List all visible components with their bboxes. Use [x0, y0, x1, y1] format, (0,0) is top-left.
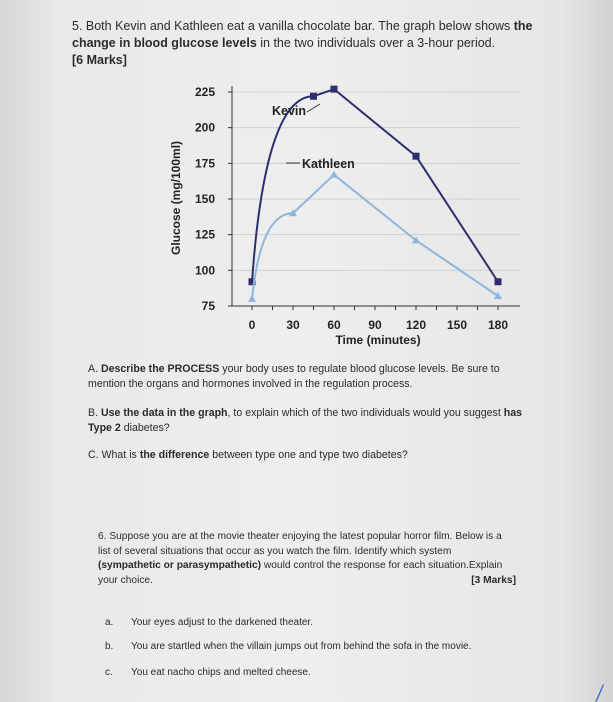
data-point-kevin	[495, 278, 502, 285]
y-tick-label: 125	[194, 227, 215, 242]
subq-c-prefix: C. What is	[88, 449, 137, 461]
data-point-kathleen	[330, 171, 338, 178]
x-tick-label: 150	[446, 318, 468, 332]
subq-a-prefix: A.	[88, 363, 99, 375]
item-letter: b.	[105, 641, 114, 652]
y-tick-label: 75	[201, 299, 215, 313]
subq-a-text: your body uses to regulate blood glucose levels. Be sure to mention the organs and hormones involved in the regulation process.	[88, 363, 500, 390]
subq-a-bold: Describe the PROCESS	[100, 363, 220, 375]
series-label-leader	[307, 104, 320, 112]
pen-cursor-icon	[593, 680, 605, 702]
series-line-kevin	[252, 89, 498, 282]
subq-b-bold: Use the data in the graph	[100, 407, 228, 419]
y-tick-label: 100	[194, 263, 215, 278]
data-point-kathleen	[248, 295, 256, 302]
item-text: You are startled when the villain jumps out from behind the sofa in the movie.	[131, 641, 472, 652]
subq-b-prefix: B.	[88, 407, 99, 419]
x-tick-label: 180	[487, 318, 509, 332]
x-tick-label: 120	[405, 318, 427, 332]
q5-marks: [6 Marks]	[72, 53, 127, 67]
data-point-kevin	[331, 86, 338, 93]
question-6-prompt	[98, 530, 516, 588]
y-tick-label: 200	[194, 120, 215, 135]
series-line-kathleen	[252, 175, 498, 299]
q6-text: 6. Suppose you are at the movie theater enjoying the latest popular horror film. Below is a list of several situations that occur as you watch the film. Identify which system	[98, 531, 502, 557]
data-point-kevin	[413, 153, 420, 160]
q6-marks: [3 Marks]	[471, 574, 516, 586]
subq-b-text: , to explain which of the two individuals would you suggest	[227, 407, 501, 419]
q6-bold: (sympathetic or parasympathetic)	[98, 560, 262, 571]
q5-intro-bold: the change in blood glucose levels	[72, 19, 533, 50]
series-label-kathleen: Kathleen	[302, 157, 355, 171]
subq-b-end: diabetes?	[123, 422, 170, 434]
subquestion-b	[88, 406, 528, 436]
subquestion-a	[88, 362, 528, 392]
q5-intro-text: 5. Both Kevin and Kathleen eat a vanilla chocolate bar. The graph below shows	[72, 19, 511, 33]
subq-c-end: between type one and type two diabetes?	[212, 449, 408, 461]
series-label-kevin: Kevin	[272, 104, 307, 118]
q5-intro-text-2: in the two individuals over a 3-hour period.	[260, 36, 496, 50]
q6-text-2: would control the response for each situation.Explain your choice.	[98, 560, 503, 586]
subq-b-bold-2: has Type 2	[88, 407, 522, 434]
x-tick-label: 60	[327, 318, 341, 332]
x-tick-label: 0	[248, 318, 256, 332]
y-tick-label: 225	[194, 85, 215, 99]
item-letter: a.	[105, 617, 114, 628]
x-axis-title: Time (minutes)	[335, 333, 421, 347]
data-point-kevin	[310, 93, 317, 100]
item-text: You eat nacho chips and melted cheese.	[131, 667, 311, 678]
item-letter: c.	[105, 667, 113, 678]
y-tick-label: 175	[194, 156, 215, 171]
x-tick-label: 90	[368, 318, 382, 332]
subq-c-bold: the difference	[139, 449, 210, 461]
item-text: Your eyes adjust to the darkened theater.	[131, 617, 313, 628]
subquestion-c	[88, 448, 528, 463]
y-axis-title: Glucose (mg/100ml)	[169, 140, 183, 256]
x-tick-label: 30	[286, 318, 300, 332]
y-tick-label: 150	[194, 192, 215, 206]
